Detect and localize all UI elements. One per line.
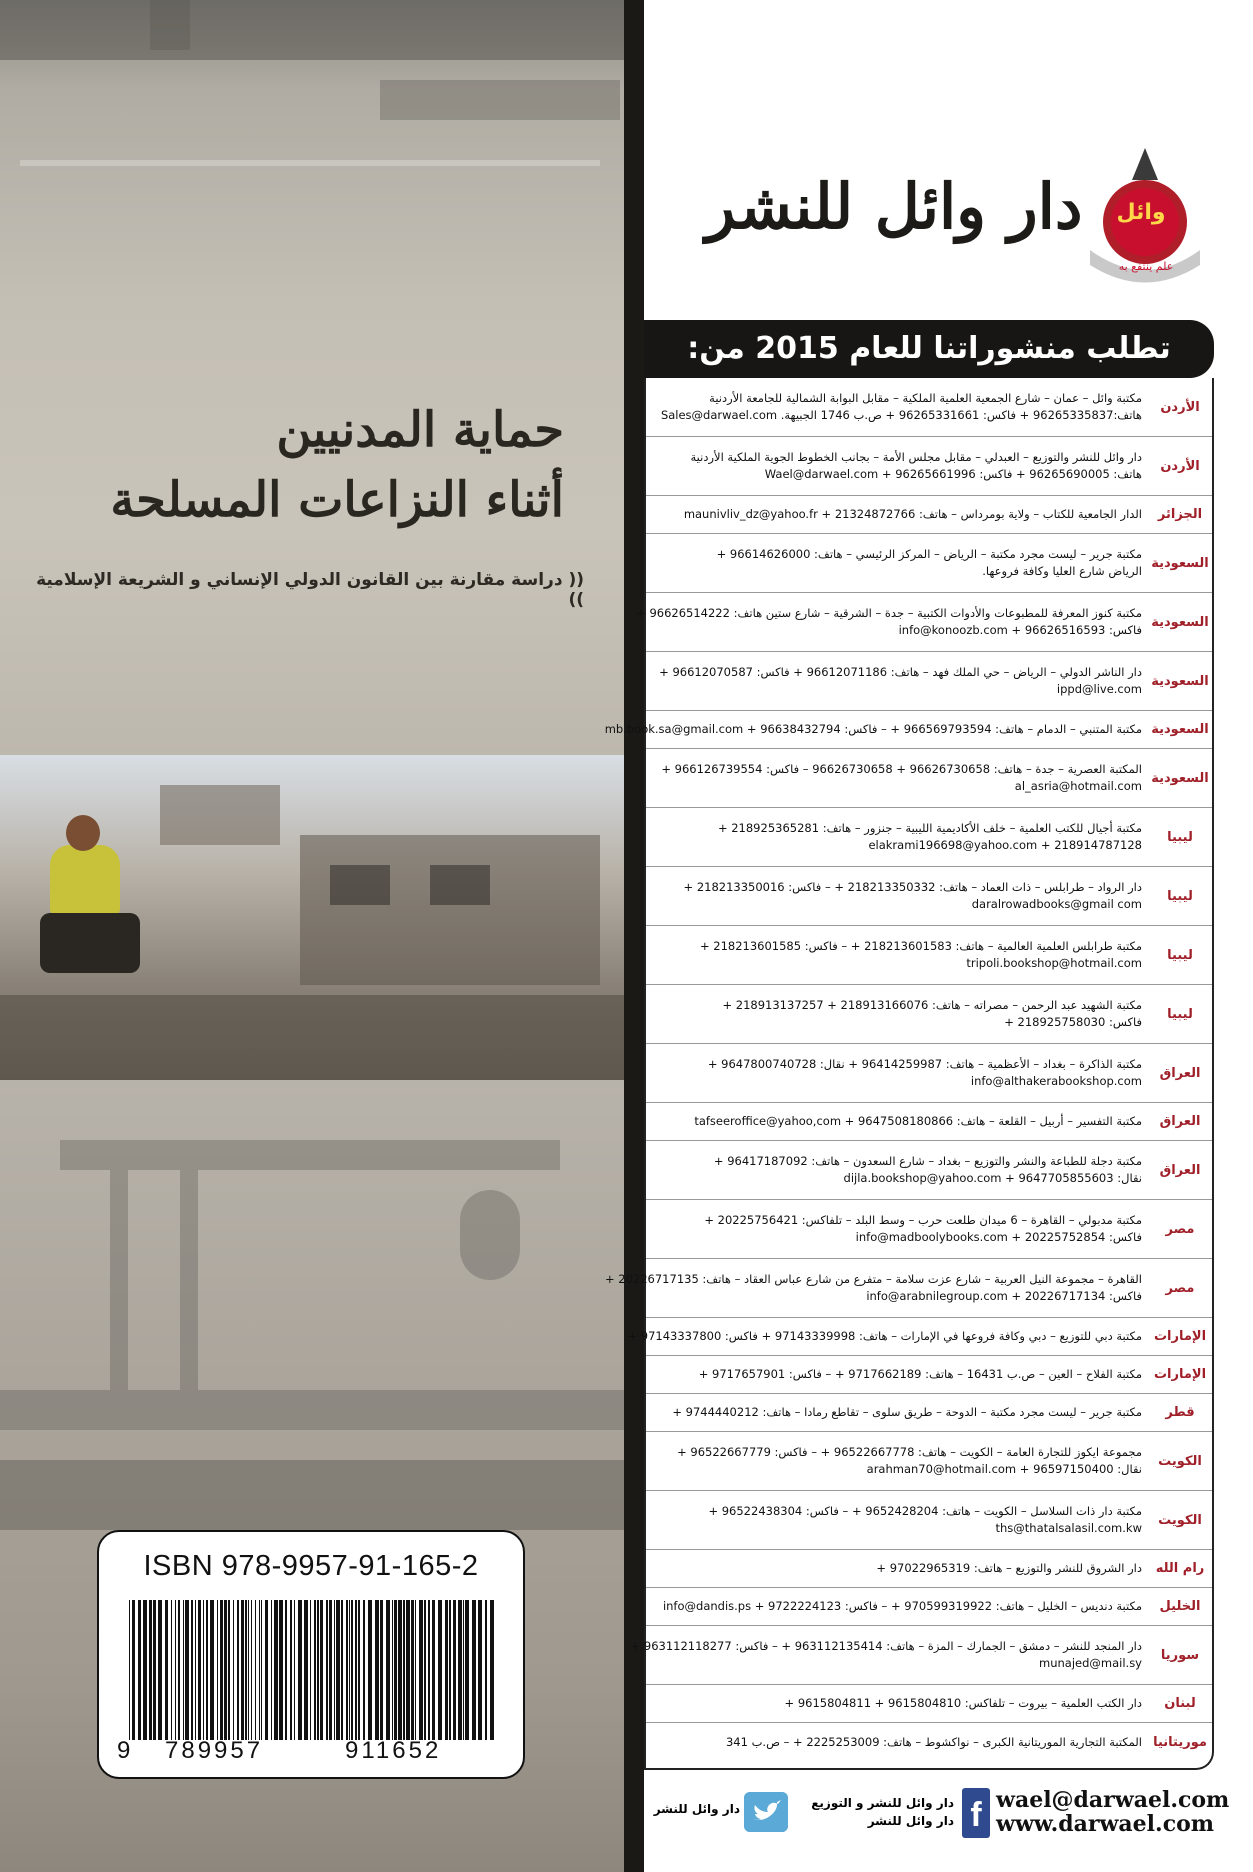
barcode-bar <box>346 1600 348 1740</box>
barcode-bar <box>317 1600 319 1740</box>
distributor-info <box>654 1044 1142 1102</box>
distributor-country: قطر <box>1165 1405 1195 1420</box>
barcode-bar <box>149 1600 152 1740</box>
distributor-line: مكتبة وائل – عمان – شارع الجمعية العلمية الملكية – مقابل البوابة الشمالية للجامعة الأردنية <box>709 391 1142 405</box>
barcode-bar <box>398 1600 402 1740</box>
distributor-info <box>654 1588 1142 1625</box>
distributor-row <box>630 1626 1212 1685</box>
barcode-bar <box>394 1600 397 1740</box>
distributor-info <box>654 1200 1142 1258</box>
order-banner: تطلب منشوراتنا للعام 2015 من: <box>644 320 1214 378</box>
contact-links <box>996 1788 1236 1836</box>
barcode-bar <box>432 1600 435 1740</box>
distributor-row <box>646 749 1212 808</box>
distributor-info <box>654 378 1142 436</box>
barcode-bar <box>178 1600 180 1740</box>
distributor-country: ليبيا <box>1167 1006 1193 1022</box>
barcode-bar <box>363 1600 365 1740</box>
barcode-bar <box>298 1600 302 1740</box>
book-subtitle: (( دراسة مقارنة بين القانون الدولي الإنساني و الشريعة الإسلامية )) <box>36 570 584 610</box>
barcode-bar <box>453 1600 456 1740</box>
distributor-row <box>636 593 1212 652</box>
barcode-bar <box>153 1600 156 1740</box>
email-link[interactable]: wael@darwael.com <box>996 1787 1230 1813</box>
barcode-digit-left: 9 <box>117 1737 131 1764</box>
twitter-icon[interactable] <box>744 1792 788 1832</box>
barcode-bar <box>351 1600 353 1740</box>
book-spine <box>624 0 644 1872</box>
distributor-info <box>630 1626 1142 1684</box>
distributor-row <box>646 534 1212 593</box>
distributor-info <box>654 1103 1142 1140</box>
barcode-bar <box>320 1600 323 1740</box>
distributor-line: مكتبة جرير – ليست مجرد مكتبة – الرياض – المركز الرئيسي – هاتف: 96614626000 + <box>716 547 1142 561</box>
barcode-bar <box>285 1600 287 1740</box>
distributor-line: مكتبة دجلة للطباعة والنشر والتوزيع – بغداد – شارع السعدون – هاتف: 96417187092 + <box>713 1154 1142 1168</box>
barcode-bar <box>132 1600 135 1740</box>
barcode-bar <box>411 1600 414 1740</box>
distributor-line: القاهرة – مجموعة النيل العربية – شارع عزت سلامة – متفرع من شارع عباس العقاد – هاتف: 20226717135 + <box>604 1272 1142 1286</box>
distributors-table <box>604 378 1214 1770</box>
distributor-row <box>646 1103 1212 1141</box>
distributor-line: مكتبة طرابلس العلمية العالمية – هاتف: 218213601583 + – فاكس: 218213601585 + <box>699 939 1142 953</box>
barcode-digits-right: 911652 <box>345 1737 442 1764</box>
barcode-bar <box>143 1600 147 1740</box>
distributor-line: دار الكتب العلمية – بيروت – تلفاكس: 9615804810 + 9615804811 + <box>784 1696 1142 1710</box>
distributor-info <box>654 985 1142 1043</box>
distributor-line: ippd@live.com <box>1056 682 1142 696</box>
barcode-bar <box>424 1600 426 1740</box>
barcode-bar <box>203 1600 204 1740</box>
facebook-icon[interactable]: f <box>962 1788 990 1838</box>
distributor-country: مصر <box>1165 1280 1195 1296</box>
barcode-bar <box>158 1600 162 1740</box>
distributor-row <box>646 1200 1212 1259</box>
distributor-line: دار الشروق للنشر والتوزيع – هاتف: 97022965319 + <box>876 1561 1142 1575</box>
distributor-line: المكتبة التجارية الموريتانية الكبرى – نواكشوط – هاتف: 2225253009 + – ص.ب 341 <box>725 1734 1142 1749</box>
barcode-bar <box>265 1600 268 1740</box>
barcode-bar <box>329 1600 332 1740</box>
distributor-info <box>654 1394 1142 1431</box>
distributor-line: دار الرواد – طرابلس – ذات العماد – هاتف: 218213350332 + – فاكس: 218213350016 + <box>683 880 1142 894</box>
barcode-bar <box>314 1600 316 1740</box>
barcode-bar <box>445 1600 448 1740</box>
distributor-country: رام الله <box>1155 1561 1205 1576</box>
barcode-bar <box>271 1600 272 1740</box>
distributor-line: tripoli.bookshop@hotmail.com <box>966 956 1142 970</box>
distributor-line: 218914787128 + elakrami196698@yahoo.com <box>868 838 1142 852</box>
distributor-line: فاكس: 20226717134 + info@arabnilegroup.com <box>866 1289 1142 1303</box>
barcode-bar <box>290 1600 292 1740</box>
distributor-info <box>654 496 1142 533</box>
barcode-bar <box>261 1600 262 1740</box>
barcode-bar <box>406 1600 410 1740</box>
distributor-info <box>636 593 1142 651</box>
distributor-line: مكتبة أجيال للكتب العلمية – خلف الأكاديمية الليبية – جنزور – هاتف: 218925365281 + <box>717 821 1142 835</box>
distributor-row <box>646 1394 1212 1432</box>
barcode-bar <box>251 1600 252 1740</box>
distributor-country: السعودية <box>1151 722 1209 737</box>
distributor-row <box>646 496 1212 534</box>
cover-top-photo <box>0 0 624 755</box>
distributor-line: al_asria@hotmail.com <box>1014 779 1142 793</box>
barcode-bar <box>336 1600 340 1740</box>
distributor-line: دار المنجد للنشر – دمشق – الجمارك – المزة – هاتف: 963112135414 + – فاكس: 963112118277 + <box>630 1639 1142 1653</box>
distributor-country: لبنان <box>1164 1696 1196 1711</box>
barcode-bar <box>463 1600 464 1740</box>
distributor-row <box>646 1588 1212 1626</box>
distributor-row <box>646 1685 1212 1723</box>
distributor-row <box>646 808 1212 867</box>
distributor-row <box>646 1141 1212 1200</box>
barcode-bar <box>228 1600 230 1740</box>
distributor-row <box>646 437 1212 496</box>
barcode-bar <box>220 1600 223 1740</box>
distributor-country: ليبيا <box>1167 888 1193 904</box>
distributor-country: الأردن <box>1160 399 1200 415</box>
barcode-bar <box>485 1600 487 1740</box>
publisher-name: دار وائل للنشر <box>705 170 1083 243</box>
barcode-bar <box>392 1600 393 1740</box>
distributor-row <box>646 1550 1212 1588</box>
facebook-line2: دار وائل للنشر <box>867 1814 954 1828</box>
distributor-country: الكويت <box>1158 1512 1202 1528</box>
distributor-row <box>604 711 1212 749</box>
barcode-bar <box>165 1600 168 1740</box>
publisher-tagline: علم ينتفع به <box>1118 260 1174 273</box>
distributor-country: السعودية <box>1151 614 1209 630</box>
barcode-bar <box>171 1600 172 1740</box>
distributor-line: هاتف:96265335837 + فاكس: 96265331661 + ص.ب 1746 الجبيهة. Sales@darwael.com <box>660 408 1142 422</box>
barcode-bar <box>304 1600 308 1740</box>
barcode-bar <box>206 1600 208 1740</box>
distributor-country: الجزائر <box>1157 507 1203 522</box>
distributor-line: مكتبة مدبولي – القاهرة – 6 ميدان طلعت حرب – وسط البلد – تلفاكس: 20225756421 + <box>704 1213 1142 1227</box>
distributor-row <box>646 652 1212 711</box>
distributor-country: العراق <box>1159 1114 1201 1129</box>
front-cover <box>0 0 624 1872</box>
distributor-info <box>654 749 1142 807</box>
barcode-bar <box>341 1600 343 1740</box>
distributor-row <box>646 1356 1212 1394</box>
distributor-line: فاكس: 96626516593 + info@konoozb.com <box>898 623 1142 637</box>
barcode-bar <box>233 1600 234 1740</box>
publisher-logo <box>684 130 1224 295</box>
distributor-country: الكويت <box>1158 1453 1202 1469</box>
person-figure <box>50 845 120 915</box>
distributor-line: info@althakerabookshop.com <box>970 1074 1142 1088</box>
barcode-bar <box>191 1600 193 1740</box>
facebook-line1: دار وائل للنشر و التوزيع <box>811 1796 954 1810</box>
barcode-bar <box>438 1600 442 1740</box>
distributor-info <box>654 437 1142 495</box>
distributor-info <box>654 1141 1142 1199</box>
barcode-bar <box>279 1600 283 1740</box>
facebook-text <box>794 1794 954 1830</box>
distributor-row <box>646 867 1212 926</box>
distributor-country: السعودية <box>1151 770 1209 786</box>
distributor-line: هاتف: 96265690005 + فاكس: 96265661996 + Wael@darwael.com <box>764 467 1142 481</box>
barcode-icon <box>129 1600 497 1740</box>
barcode-bar <box>472 1600 476 1740</box>
barcode-bar <box>375 1600 379 1740</box>
barcode-bar <box>368 1600 372 1740</box>
barcode-bar <box>386 1600 390 1740</box>
distributor-row <box>646 1432 1212 1491</box>
isbn-label: ISBN 978-9957-91-165-2 <box>143 1550 479 1582</box>
distributor-country: ليبيا <box>1167 947 1193 963</box>
barcode-bar <box>334 1600 335 1740</box>
barcode-bar <box>175 1600 176 1740</box>
barcode-bar <box>310 1600 311 1740</box>
barcode-bar <box>183 1600 184 1740</box>
distributor-info <box>604 1259 1142 1317</box>
barcode-bar <box>274 1600 278 1740</box>
barcode-bar <box>326 1600 328 1740</box>
barcode-bar <box>294 1600 295 1740</box>
distributor-country: الإمارات <box>1153 1329 1207 1344</box>
distributor-country: الأردن <box>1160 458 1200 474</box>
distributor-line: نقال: 96597150400 + arahman70@hotmail.com <box>866 1462 1142 1476</box>
barcode-box <box>97 1530 525 1779</box>
distributor-info <box>654 1550 1142 1587</box>
distributor-line: مكتبة دنديس – الخليل – هاتف: 970599319922 + – فاكس: 9722224123 + info@dandis.ps <box>662 1599 1142 1613</box>
distributor-line: مجموعة ايكوز للتجارة العامة – الكويت – هاتف: 96522667778 + – فاكس: 96522667779 + <box>677 1445 1142 1459</box>
barcode-bar <box>415 1600 416 1740</box>
barcode-bar <box>449 1600 451 1740</box>
barcode-bar <box>129 1600 130 1740</box>
distributor-row <box>646 985 1212 1044</box>
distributor-info <box>654 867 1142 925</box>
distributor-info <box>654 534 1142 592</box>
distributor-line: مكتبة الشهيد عبد الرحمن – مصراته – هاتف: 218913166076 + 218913137257 + <box>722 998 1142 1012</box>
book-title-line2: أثناء النزاعات المسلحة <box>110 472 564 528</box>
distributor-row <box>646 1723 1212 1761</box>
barcode-bar <box>245 1600 247 1740</box>
distributor-row <box>646 1044 1212 1103</box>
distributor-info <box>654 1491 1142 1549</box>
social-footer <box>644 1782 1253 1862</box>
distributor-info <box>654 1432 1142 1490</box>
barcode-bar <box>478 1600 482 1740</box>
distributor-line: munajed@mail.sy <box>1039 1656 1142 1670</box>
distributor-line: فاكس: 20225752854 + info@madboolybooks.com <box>855 1230 1142 1244</box>
distributor-country: الخليل <box>1159 1599 1201 1614</box>
distributor-line: الدار الجامعية للكتاب – ولاية بومرداس – هاتف: 21324872766 + maunivliv_dz@yahoo.fr <box>683 507 1142 521</box>
distributor-line: مكتبة دار ذات السلاسل – الكويت – هاتف: 9652428204 + – فاكس: 96522438304 + <box>708 1504 1142 1518</box>
distributor-country: ليبيا <box>1167 829 1193 845</box>
distributor-country: سوريا <box>1160 1647 1200 1663</box>
distributor-country: العراق <box>1159 1065 1201 1081</box>
book-title-line1: حماية المدنيين <box>276 402 564 458</box>
barcode-bar <box>349 1600 350 1740</box>
barcode-bar <box>358 1600 360 1740</box>
distributor-country: السعودية <box>1151 673 1209 689</box>
distributor-country: مصر <box>1165 1221 1195 1237</box>
barcode-bar <box>355 1600 357 1740</box>
distributor-line: المكتبة العصرية – جدة – هاتف: 96626730658 + 96626730658 – فاكس: 966126739554 + <box>661 762 1142 776</box>
book-title <box>44 395 564 535</box>
distributor-row <box>646 1491 1212 1550</box>
distributor-line: نقال: 9647705855603 + dijla.bookshop@yahoo.com <box>843 1171 1142 1185</box>
barcode-bar <box>259 1600 260 1740</box>
barcode-bar <box>248 1600 249 1740</box>
distributor-line: مكتبة التفسير – أربيل – القلعة – هاتف: 9647508180866 + tafseeroffice@yahoo,com <box>694 1114 1142 1128</box>
barcode-bar <box>465 1600 469 1740</box>
distributor-country: العراق <box>1159 1162 1201 1178</box>
barcode-bar <box>419 1600 423 1740</box>
barcode-bar <box>458 1600 462 1740</box>
distributor-info <box>654 1356 1142 1393</box>
distributor-row <box>604 1259 1212 1318</box>
barcode-bar <box>490 1600 494 1740</box>
distributor-line: مكتبة جرير – ليست مجرد مكتبة – الدوحة – طريق سلوى – تقاطع رمادا – هاتف: 9744440212 + <box>672 1405 1142 1419</box>
distributor-row <box>646 378 1212 437</box>
barcode-bar <box>217 1600 218 1740</box>
twitter-text: دار وائل للنشر <box>653 1802 740 1816</box>
distributor-line: دار وائل للنشر والتوزيع – العبدلي – مقابل مجلس الأمة – بجانب الخطوط الجوية الملكية الأردنية <box>690 450 1142 464</box>
barcode-digits-mid: 789957 <box>165 1737 264 1764</box>
barcode-bar <box>210 1600 214 1740</box>
barcode-bar <box>138 1600 141 1740</box>
distributor-country: السعودية <box>1151 555 1209 571</box>
distributor-info <box>654 1723 1142 1761</box>
distributor-line: daralrowadbooks@gmail com <box>971 897 1142 911</box>
distributor-country: الإمارات <box>1153 1367 1207 1382</box>
cover-middle-photo <box>0 755 624 1080</box>
distributor-info <box>654 1685 1142 1722</box>
barcode-bar <box>224 1600 227 1740</box>
distributor-line: مكتبة الذاكرة – بغداد – الأعظمية – هاتف: 96414259987 + نقال: 9647800740728 + <box>707 1057 1142 1071</box>
barcode-bar <box>185 1600 189 1740</box>
distributor-line: مكتبة كنوز المعرفة للمطبوعات والأدوات الكتبية – جدة – الشرقية – شارع ستين هاتف: 96626514222 + <box>636 606 1142 620</box>
distributor-country: موريتانيا <box>1153 1734 1207 1750</box>
barcode-bar <box>198 1600 201 1740</box>
distributor-line: مكتبة الفلاح – العين – ص.ب 16431 – هاتف: 9717662189 + – فاكس: 9717657901 + <box>698 1367 1142 1381</box>
distributor-row <box>646 926 1212 985</box>
distributor-line: مكتبة المتنبي – الدمام – هاتف: 966569793594 + – فاكس: 96638432794 + mb.book.sa@gmail.com <box>604 722 1142 736</box>
publisher-emblem-text: وائل <box>1116 200 1166 225</box>
website-link[interactable]: www.darwael.com <box>996 1811 1215 1837</box>
barcode-bar <box>241 1600 244 1740</box>
distributor-row <box>627 1318 1212 1356</box>
back-cover <box>604 0 1253 1872</box>
distributor-line: دار الناشر الدولي – الرياض – حي الملك فهد – هاتف: 96612071186 + فاكس: 96612070587 + <box>659 665 1142 679</box>
distributor-info <box>654 808 1142 866</box>
barcode-bar <box>403 1600 405 1740</box>
distributor-line: فاكس: 218925758030 + <box>1004 1015 1142 1029</box>
barcode-bar <box>428 1600 430 1740</box>
distributor-info <box>654 652 1142 710</box>
barcode-bar <box>255 1600 256 1740</box>
barcode-bar <box>237 1600 239 1740</box>
distributor-line: مكتبة دبي للتوزيع – دبي وكافة فروعها في الإمارات – هاتف: 97143339998 + فاكس: 97143337800 + <box>627 1329 1142 1343</box>
distributor-line: ths@thatalsalasil.com.kw <box>995 1521 1142 1535</box>
distributor-info <box>627 1318 1142 1355</box>
barcode-bar <box>195 1600 196 1740</box>
distributor-info <box>654 926 1142 984</box>
distributor-info <box>604 711 1142 748</box>
barcode-bar <box>380 1600 383 1740</box>
distributor-line: الرياض شارع العليا وكافة فروعها. <box>982 564 1142 578</box>
